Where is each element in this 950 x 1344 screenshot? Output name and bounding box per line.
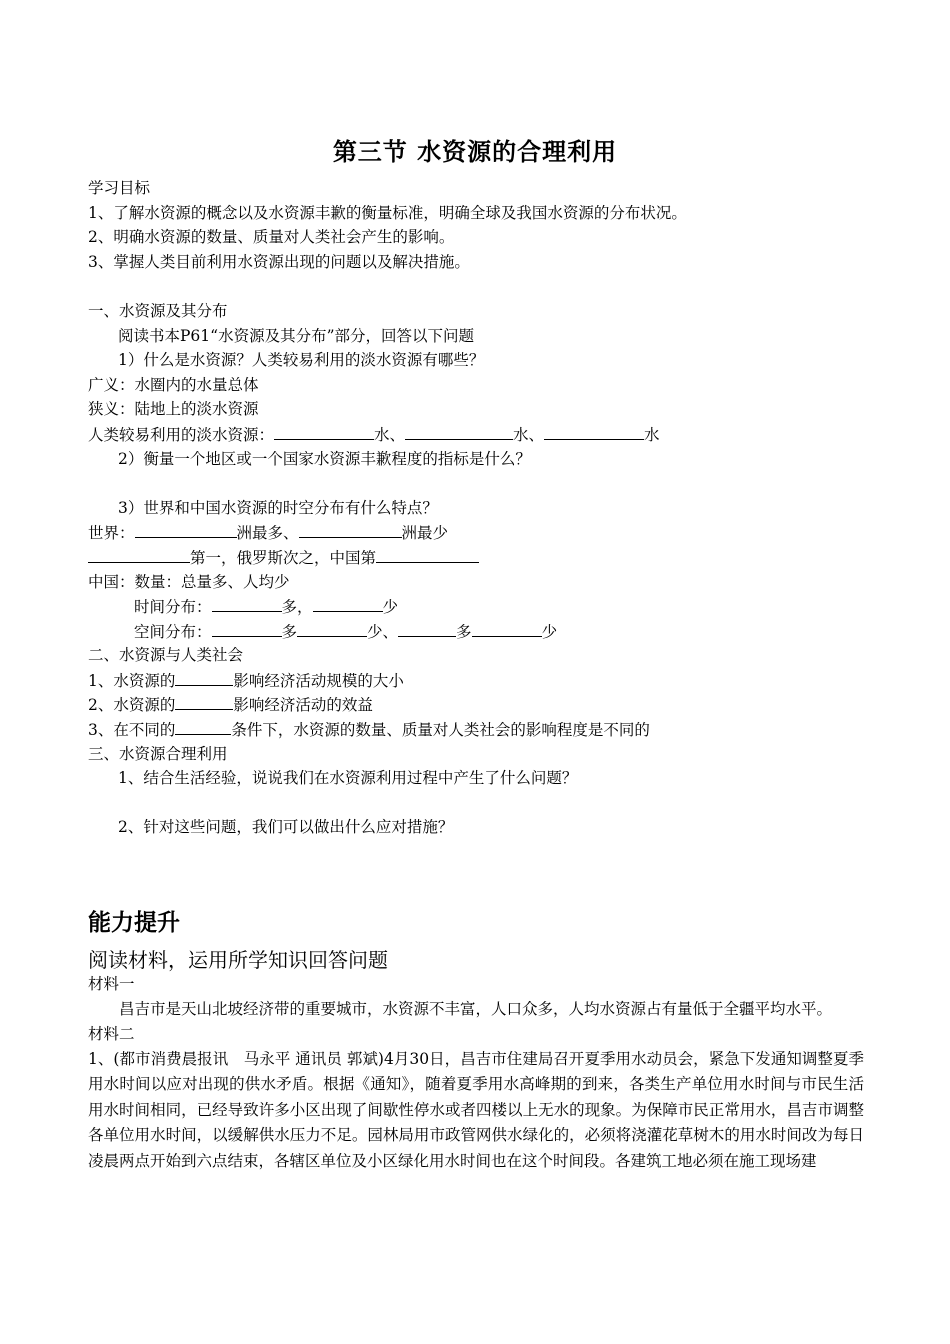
fill-blank[interactable] (135, 520, 237, 538)
part3-heading: 三、水资源合理利用 (88, 744, 228, 763)
broad-definition: 广义：水圈内的水量总体 (88, 375, 259, 394)
space-suffix-1: 多 (281, 622, 298, 641)
rank-line (88, 545, 868, 570)
material-1-text: 昌吉市是天山北坡经济带的重要城市，水资源不丰富，人口众多，人均水资源占有量低于全疆平均水平。 (119, 999, 833, 1018)
time-suffix-2: 少 (382, 598, 399, 617)
part1-heading: 一、水资源及其分布 (88, 301, 228, 320)
part1-intro: 阅读书本P61“水资源及其分布”部分，回答以下问题 (118, 326, 475, 345)
fill-blank[interactable] (544, 422, 644, 440)
fill-blank[interactable] (212, 594, 282, 612)
freshwater-prefix: 人类较易利用的淡水资源： (88, 425, 275, 444)
fill-blank[interactable] (405, 422, 513, 440)
part3-question-2: 2、针对这些问题，我们可以做出什么应对措施？ (118, 818, 454, 837)
part2-item-2-prefix: 2、水资源的 (88, 696, 176, 715)
part2-item-2 (88, 692, 868, 717)
objectives-heading: 学习目标 (88, 179, 151, 197)
study-guide-body (88, 176, 868, 840)
material-1-label: 材料一 (88, 975, 135, 993)
material-2-text: 1、(都市消费晨报讯 马永平 通讯员 郭斌)4月30日，昌吉市住建局召开夏季用水动员会，紧急下发通知调整夏季用水时间以应对出现的供水矛盾。根据《通知》，随着夏季用水高峰期的到来，各类生产单位用水时间与市民生活用水时间相同，已经导致许多小区出现了间歇性停水或者四楼以上无水的现象。为保障市民正常用水，昌吉市调整各单位用水时间，以缓解供水压力不足。园林局用市政管网供水绿化的，必须将浇灌花草树木的用水时间改为每日凌晨两点开始到六点结束，各辖区单位及小区绿化用水时间也在这个时间段。各建筑工地必须在施工现场建 (88, 1049, 864, 1170)
fill-blank[interactable] (313, 594, 383, 612)
world-prefix: 世界： (88, 524, 135, 543)
part2-heading: 二、水资源与人类社会 (88, 646, 244, 665)
fill-blank[interactable] (472, 619, 542, 637)
world-line (88, 520, 868, 545)
fill-blank[interactable] (297, 619, 367, 637)
space-suffix-3: 多 (456, 622, 472, 641)
part1-question-3: 3）世界和中国水资源的时空分布有什么特点？ (118, 498, 438, 517)
objective-item-2: 2、明确水资源的数量、质量对人类社会产生的影响。 (88, 228, 455, 247)
part2-item-2-suffix: 影响经济活动的效益 (233, 696, 373, 715)
freshwater-line (88, 422, 868, 447)
fill-blank[interactable] (274, 422, 374, 440)
part2-item-3 (88, 717, 868, 742)
freshwater-suffix-1: 水、 (374, 425, 406, 444)
world-suffix-2: 洲最少 (401, 524, 449, 543)
ability-heading: 能力提升 (88, 910, 180, 936)
part2-item-1-prefix: 1、水资源的 (88, 671, 176, 690)
rank-text: 第一，俄罗斯次之，中国第 (190, 548, 377, 567)
part2-item-3-suffix: 条件下，水资源的数量、质量对人类社会的影响程度是不同的 (231, 721, 650, 740)
narrow-definition: 狭义：陆地上的淡水资源 (88, 400, 259, 419)
fill-blank[interactable] (212, 619, 282, 637)
objective-item-1: 1、了解水资源的概念以及水资源丰歉的衡量标准，明确全球及我国水资源的分布状况。 (88, 203, 687, 222)
freshwater-suffix-2: 水、 (513, 425, 545, 444)
fill-blank[interactable] (88, 545, 190, 563)
fill-blank[interactable] (376, 545, 479, 563)
part3-question-1: 1、结合生活经验，说说我们在水资源利用过程中产生了什么问题？ (118, 769, 578, 788)
page-title: 第三节 水资源的合理利用 (332, 138, 618, 166)
objective-item-3: 3、掌握人类目前利用水资源出现的问题以及解决措施。 (88, 252, 470, 271)
materials-block (88, 972, 864, 1174)
time-suffix-1: 多， (281, 598, 313, 617)
space-prefix: 空间分布： (134, 622, 212, 641)
part1-question-1: 1）什么是水资源？人类较易利用的淡水资源有哪些？ (118, 351, 485, 370)
fill-blank[interactable] (299, 520, 402, 538)
space-suffix-2: 少、 (367, 622, 399, 641)
part2-item-1-suffix: 影响经济活动规模的大小 (233, 671, 404, 690)
fill-blank[interactable] (398, 619, 456, 637)
world-suffix-1: 洲最多、 (236, 524, 299, 543)
part2-item-1 (88, 668, 868, 693)
time-prefix: 时间分布： (134, 598, 212, 617)
time-distribution-line (88, 594, 868, 619)
space-suffix-4: 少 (541, 622, 558, 641)
fill-blank[interactable] (175, 668, 233, 686)
fill-blank[interactable] (175, 692, 233, 710)
part2-item-3-prefix: 3、在不同的 (88, 721, 176, 740)
part1-question-2: 2）衡量一个地区或一个国家水资源丰歉程度的指标是什么？ (118, 449, 531, 468)
space-distribution-line (88, 619, 868, 644)
fill-blank[interactable] (175, 717, 231, 735)
china-line: 中国：数量：总量多、人均少 (88, 572, 290, 591)
ability-subheading: 阅读材料，运用所学知识回答问题 (88, 948, 388, 972)
material-2-label: 材料二 (88, 1025, 135, 1044)
freshwater-suffix-3: 水 (644, 425, 660, 444)
